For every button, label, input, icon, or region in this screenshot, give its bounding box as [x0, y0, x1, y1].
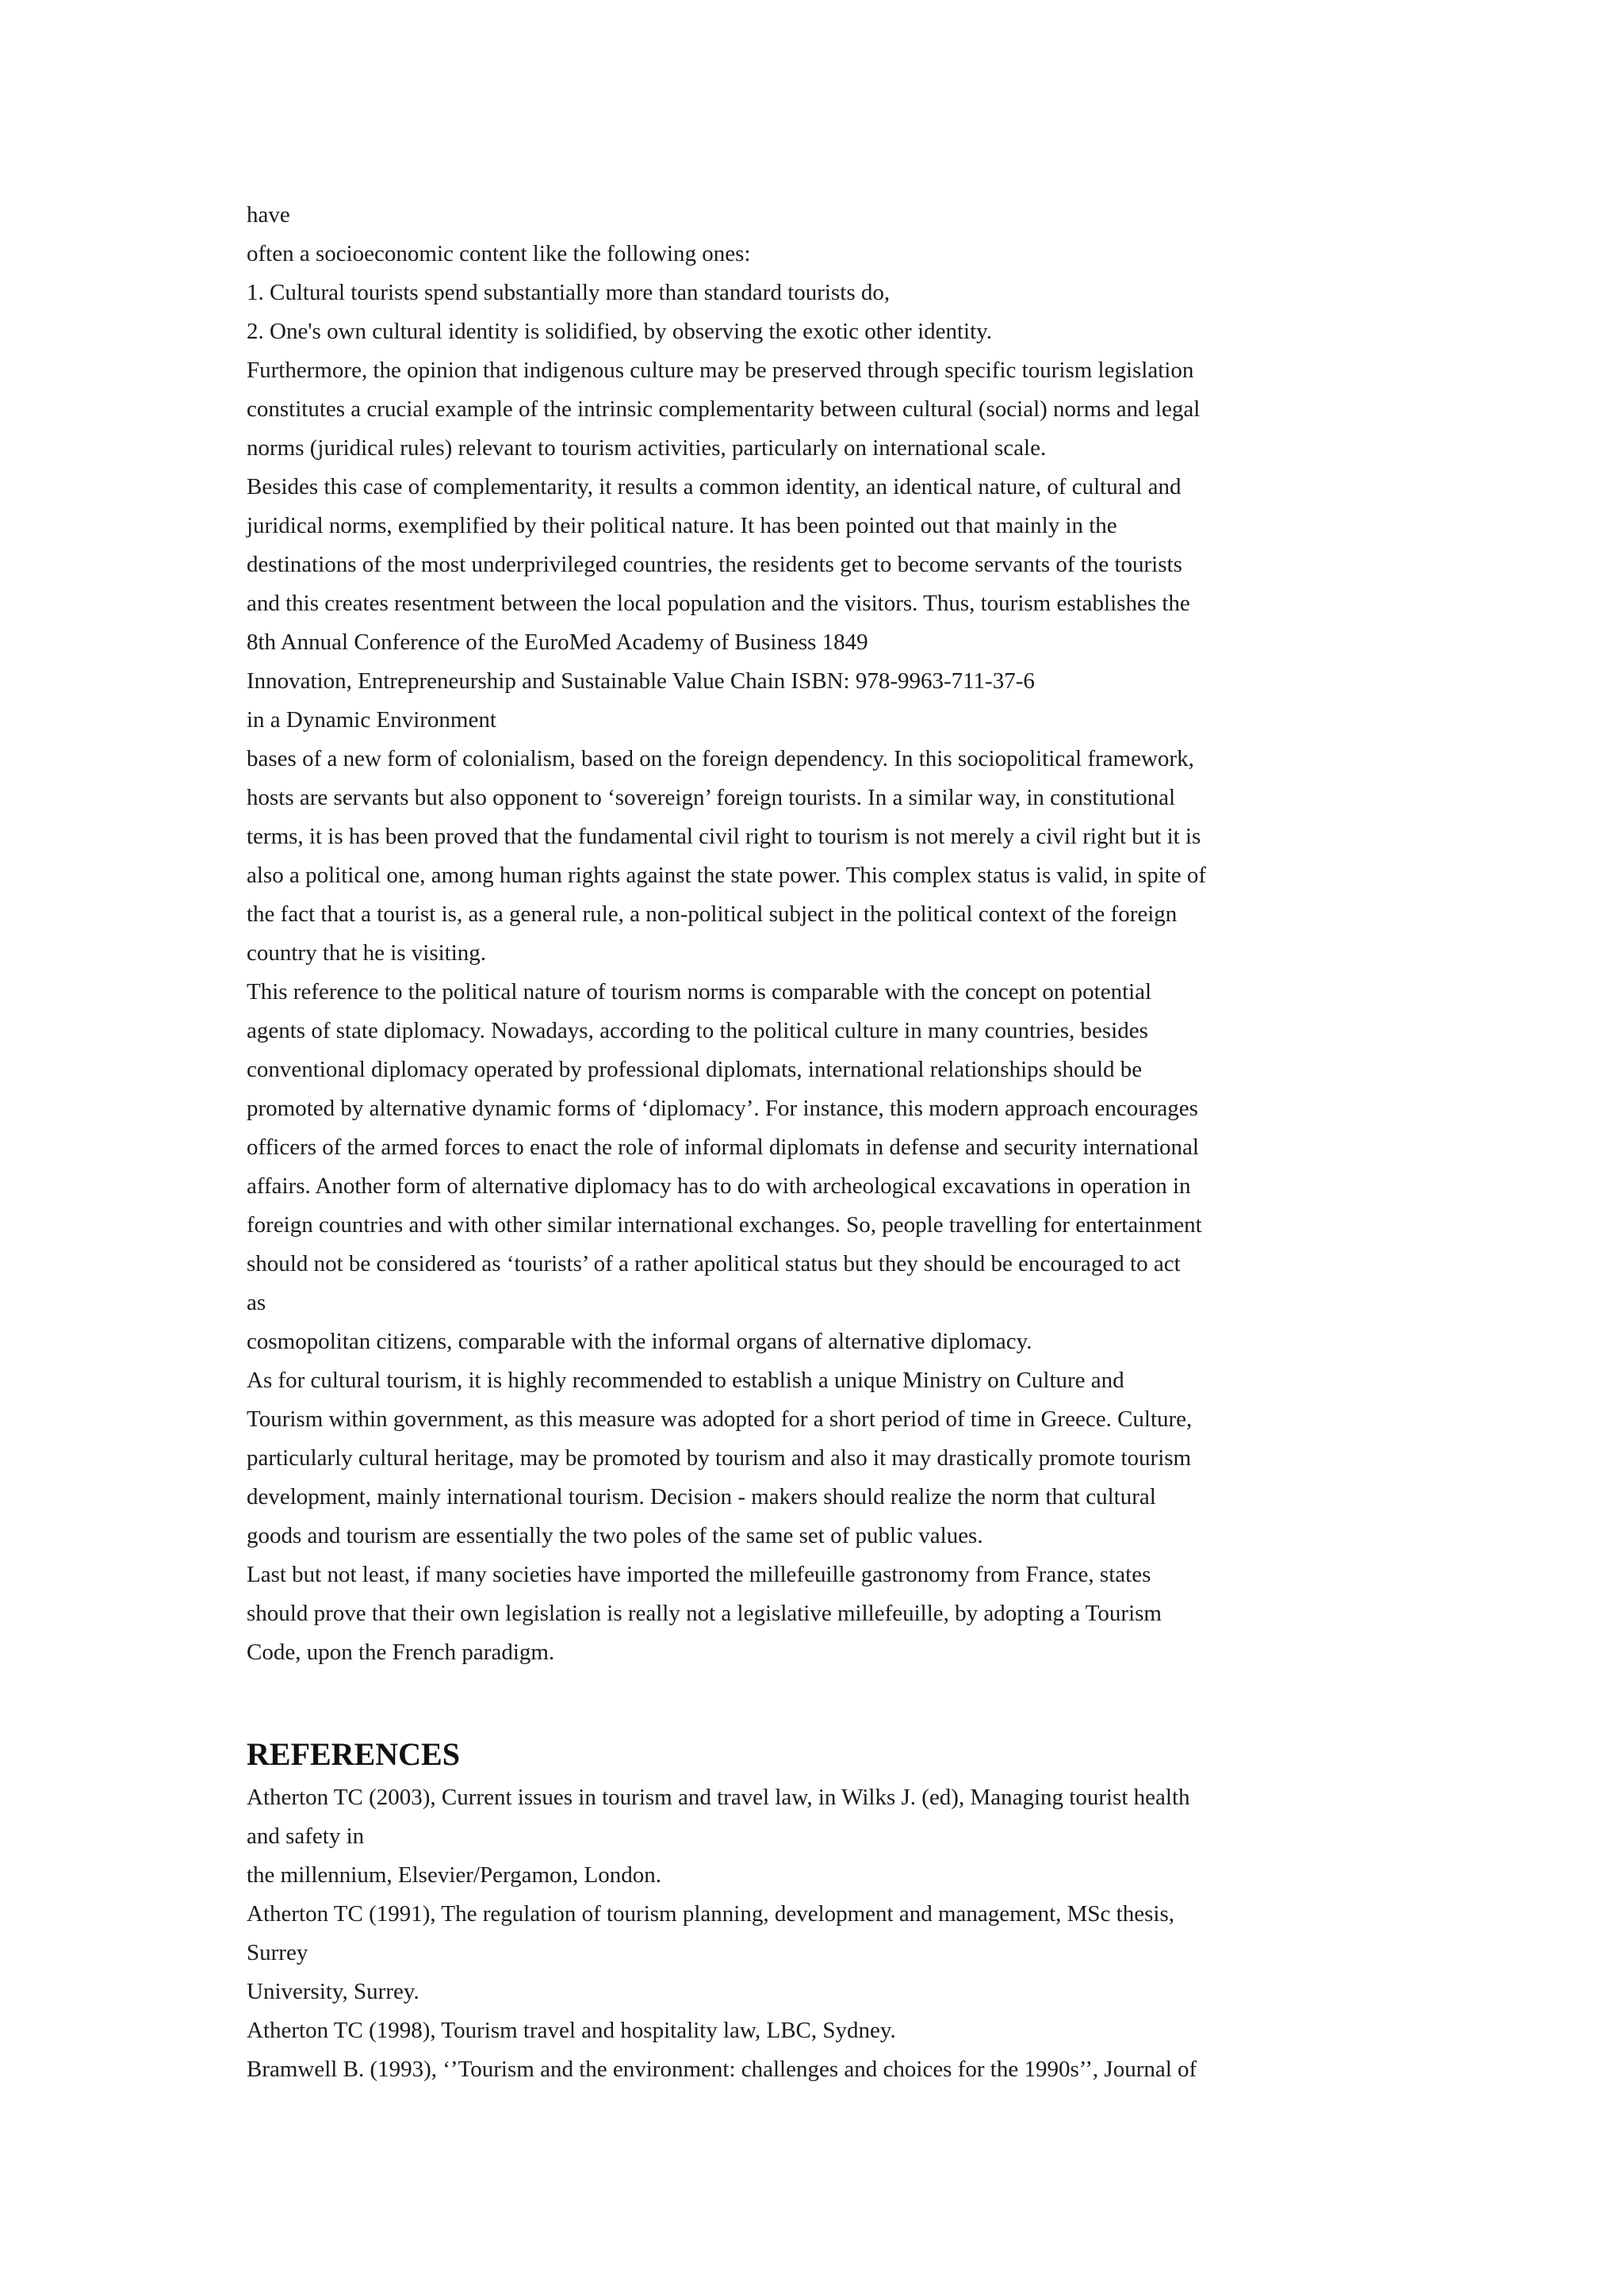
body-line: 1. Cultural tourists spend substantially more than standard tourists do, — [247, 280, 891, 305]
body-line: juridical norms, exemplified by their political nature. It has been pointed out that mainly in the — [247, 513, 1117, 538]
body-line: cosmopolitan citizens, comparable with the informal organs of alternative diplomacy. — [247, 1329, 1032, 1354]
body-line: Furthermore, the opinion that indigenous culture may be preserved through specific tourism legislation — [247, 358, 1194, 383]
body-line: hosts are servants but also opponent to ‘sovereign’ foreign tourists. In a similar way, in constitutional — [247, 785, 1176, 810]
body-line: foreign countries and with other similar international exchanges. So, people travelling for entertainment — [247, 1212, 1202, 1238]
body-line: promoted by alternative dynamic forms of ‘diplomacy’. For instance, this modern approach encourages — [247, 1096, 1198, 1121]
body-line: bases of a new form of colonialism, based on the foreign dependency. In this sociopolitical framework, — [247, 746, 1194, 771]
references-heading: REFERENCES — [247, 1736, 460, 1772]
document-page — [247, 196, 1404, 2089]
reference-line: the millennium, Elsevier/Pergamon, London. — [247, 1862, 661, 1888]
body-line: and this creates resentment between the local population and the visitors. Thus, tourism establishes the — [247, 591, 1190, 616]
body-line: terms, it is has been proved that the fundamental civil right to tourism is not merely a civil right but it is — [247, 824, 1201, 849]
body-line: destinations of the most underprivileged countries, the residents get to become servants of the tourists — [247, 552, 1182, 577]
body-line: Last but not least, if many societies have imported the millefeuille gastronomy from France, states — [247, 1562, 1151, 1587]
body-line: should prove that their own legislation is really not a legislative millefeuille, by adopting a Tourism — [247, 1601, 1162, 1626]
body-line: particularly cultural heritage, may be promoted by tourism and also it may drastically promote tourism — [247, 1445, 1192, 1471]
body-line: agents of state diplomacy. Nowadays, according to the political culture in many countries, besides — [247, 1018, 1148, 1043]
body-line: conventional diplomacy operated by professional diplomats, international relationships should be — [247, 1057, 1143, 1082]
body-line: should not be considered as ‘tourists’ of a rather apolitical status but they should be encouraged to act — [247, 1251, 1181, 1276]
references-list — [247, 1778, 1404, 2089]
body-line: goods and tourism are essentially the two poles of the same set of public values. — [247, 1523, 983, 1548]
body-line: 8th Annual Conference of the EuroMed Academy of Business 1849 — [247, 629, 868, 655]
body-line: 2. One's own cultural identity is solidified, by observing the exotic other identity. — [247, 319, 993, 344]
body-line: Tourism within government, as this measure was adopted for a short period of time in Greece. Culture, — [247, 1406, 1193, 1432]
reference-line: Bramwell B. (1993), ‘’Tourism and the environment: challenges and choices for the 1990s’’, Journal of — [247, 2057, 1197, 2082]
body-line: Besides this case of complementarity, it results a common identity, an identical nature, of cultural and — [247, 474, 1182, 499]
body-line: also a political one, among human rights against the state power. This complex status is valid, in spite of — [247, 863, 1206, 888]
body-line: As for cultural tourism, it is highly recommended to establish a unique Ministry on Culture and — [247, 1368, 1124, 1393]
body-line: as — [247, 1290, 266, 1315]
reference-line: Atherton TC (1991), The regulation of tourism planning, development and management, MSc thesis, — [247, 1901, 1174, 1927]
body-line: often a socioeconomic content like the following ones: — [247, 241, 751, 266]
reference-line: and safety in — [247, 1823, 365, 1849]
body-line: norms (juridical rules) relevant to tourism activities, particularly on international scale. — [247, 435, 1047, 461]
reference-line: Atherton TC (1998), Tourism travel and hospitality law, LBC, Sydney. — [247, 2018, 896, 2043]
body-line: affairs. Another form of alternative diplomacy has to do with archeological excavations in operation in — [247, 1173, 1191, 1199]
body-line: Innovation, Entrepreneurship and Sustainable Value Chain ISBN: 978-9963-711-37-6 — [247, 668, 1035, 694]
reference-line: Atherton TC (2003), Current issues in tourism and travel law, in Wilks J. (ed), Managing tourist health — [247, 1785, 1190, 1810]
body-text — [247, 196, 1404, 1672]
body-line: in a Dynamic Environment — [247, 707, 496, 733]
body-line: officers of the armed forces to enact the role of informal diplomats in defense and security international — [247, 1135, 1199, 1160]
reference-line: Surrey — [247, 1940, 308, 1965]
body-line: This reference to the political nature of tourism norms is comparable with the concept on potential — [247, 979, 1152, 1004]
body-line: Code, upon the French paradigm. — [247, 1640, 555, 1665]
body-line: have — [247, 202, 290, 228]
body-line: constitutes a crucial example of the intrinsic complementarity between cultural (social) norms and legal — [247, 396, 1201, 422]
reference-line: University, Surrey. — [247, 1979, 419, 2004]
body-line: the fact that a tourist is, as a general rule, a non-political subject in the political context of the foreign — [247, 901, 1178, 927]
body-line: country that he is visiting. — [247, 940, 487, 966]
body-line: development, mainly international tourism. Decision - makers should realize the norm that cultural — [247, 1484, 1156, 1510]
